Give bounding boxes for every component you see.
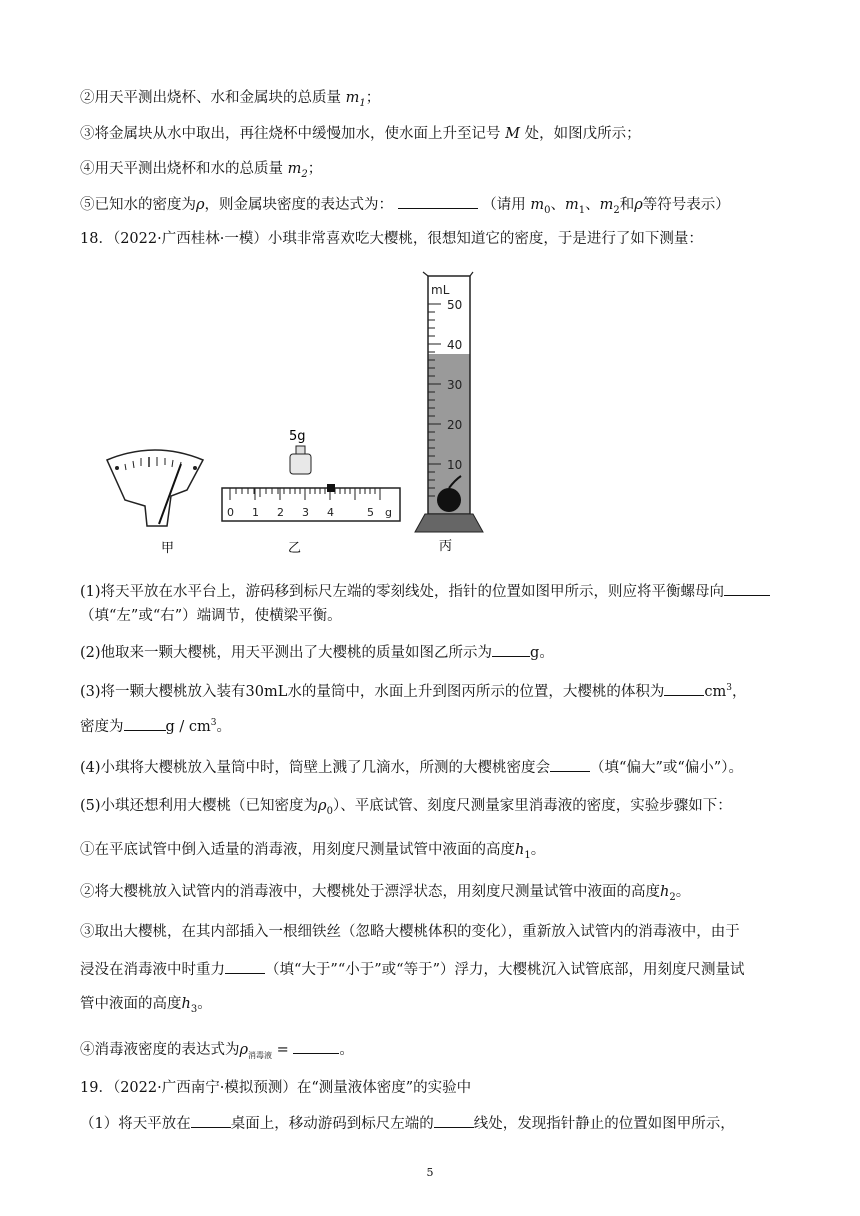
- part-4-line: (4)小琪将大樱桃放入量筒中时，筒壁上溅了几滴水，所测的大樱桃密度会 （填“偏大”或“偏小”）。: [80, 756, 743, 778]
- step-5-line: ⑤已知水的密度为ρ，则金属块密度的表达式为： （请用 $m_0$、$m_1$、$m_2$和ρ等符号表示）: [80, 193, 730, 221]
- answer-blank[interactable]: [724, 580, 770, 596]
- part-5-step-3-c: 管中液面的高度$h_3$。: [80, 996, 212, 1015]
- part-1-line-a: (1)将天平放在水平台上，游码移到标尺左端的零刻线处，指针的位置如图甲所示，则应将平衡螺母向: [80, 580, 770, 602]
- weight-5g: [290, 446, 311, 474]
- ruler-tick-0: 0: [227, 506, 234, 519]
- answer-blank[interactable]: [124, 715, 166, 731]
- caption-yi: 乙: [288, 541, 302, 556]
- page-number: 5: [426, 1166, 434, 1179]
- ruler-tick-2: 2: [277, 506, 284, 519]
- part-5-step-3-b: 浸没在消毒液中时重力 （填“大于”“小于”或“等于”）浮力，大樱桃沉入试管底部，用刻度尺测量试: [80, 958, 744, 980]
- scale-ruler: [222, 484, 400, 521]
- experiment-figure: [95, 268, 515, 568]
- ruler-tick-5: 5: [367, 506, 374, 519]
- part-3-line-b: 密度为 g / $cm^3$。: [80, 713, 231, 737]
- cyl-tick-30: 30: [447, 378, 463, 392]
- weight-label: 5g: [289, 429, 306, 444]
- graduated-cylinder: [415, 272, 483, 532]
- cyl-tick-50: 50: [447, 298, 463, 312]
- step-4-line: ④用天平测出烧杯和水的总质量 $m_2$；: [80, 161, 323, 180]
- answer-blank[interactable]: [293, 1038, 339, 1054]
- part-5-step-4: ④消毒液密度的表达式为$\rho_{消毒液}$ = 。: [80, 1038, 354, 1066]
- part-5-step-3-a: ③取出大樱桃，在其内部插入一根细铁丝（忽略大樱桃体积的变化），重新放入试管内的消毒液中，由于: [80, 924, 740, 940]
- caption-jia: 甲: [161, 541, 175, 556]
- question-18-title: 18．（2022·广西桂林·一模）小琪非常喜欢吃大樱桃，很想知道它的密度，于是进行了如下测量：: [80, 231, 703, 247]
- cylinder-unit: mL: [431, 283, 450, 297]
- part-3-line-a: (3)将一颗大樱桃放入装有30mL水的量筒中，水面上升到图丙所示的位置，大樱桃的体积为 $cm^3$，: [80, 678, 746, 702]
- answer-blank[interactable]: [191, 1112, 231, 1128]
- ruler-tick-3: 3: [302, 506, 309, 519]
- part-5-line: (5)小琪还想利用大樱桃（已知密度为$\rho_0$）、平底试管、刻度尺测量家里消毒液的密度，实验步骤如下：: [80, 798, 732, 817]
- part-1-line-b: （填“左”或“右”）端调节，使横梁平衡。: [80, 608, 342, 624]
- cyl-tick-10: 10: [447, 458, 463, 472]
- balance-pointer-dial: [107, 450, 203, 526]
- cyl-tick-20: 20: [447, 418, 463, 432]
- part-2-line: (2)他取来一颗大樱桃，用天平测出了大樱桃的质量如图乙所示为 g。: [80, 641, 554, 663]
- cyl-tick-40: 40: [447, 338, 463, 352]
- answer-blank[interactable]: [550, 756, 590, 772]
- part-5-step-2: ②将大樱桃放入试管内的消毒液中，大樱桃处于漂浮状态，用刻度尺测量试管中液面的高度$h_2$。: [80, 884, 691, 903]
- question-19-title: 19．（2022·广西南宁·模拟预测）在“测量液体密度”的实验中: [80, 1080, 472, 1096]
- figure-svg: [95, 268, 515, 568]
- step-2-line: ②用天平测出烧杯、水和金属块的总质量 $m_1$；: [80, 90, 381, 109]
- answer-blank[interactable]: [434, 1112, 474, 1128]
- ruler-tick-1: 1: [252, 506, 259, 519]
- cherry: [437, 488, 461, 512]
- ruler-tick-4: 4: [327, 506, 334, 519]
- cylinder-base: [415, 514, 483, 532]
- caption-bing: 丙: [439, 539, 453, 554]
- answer-blank[interactable]: [225, 958, 265, 974]
- answer-blank[interactable]: [664, 680, 704, 696]
- question-19-part-1: （1）将天平放在 桌面上，移动游码到标尺左端的 线处，发现指针静止的位置如图甲所示，: [80, 1112, 735, 1134]
- rider-slider: [327, 484, 335, 492]
- step-3-line: ③将金属块从水中取出，再往烧杯中缓慢加水，使水面上升至记号 M 处，如图戊所示；: [80, 126, 641, 142]
- part-5-step-1: ①在平底试管中倒入适量的消毒液，用刻度尺测量试管中液面的高度$h_1$。: [80, 842, 546, 861]
- answer-blank[interactable]: [492, 641, 530, 657]
- ruler-unit: g: [385, 506, 392, 519]
- answer-blank[interactable]: [398, 193, 478, 209]
